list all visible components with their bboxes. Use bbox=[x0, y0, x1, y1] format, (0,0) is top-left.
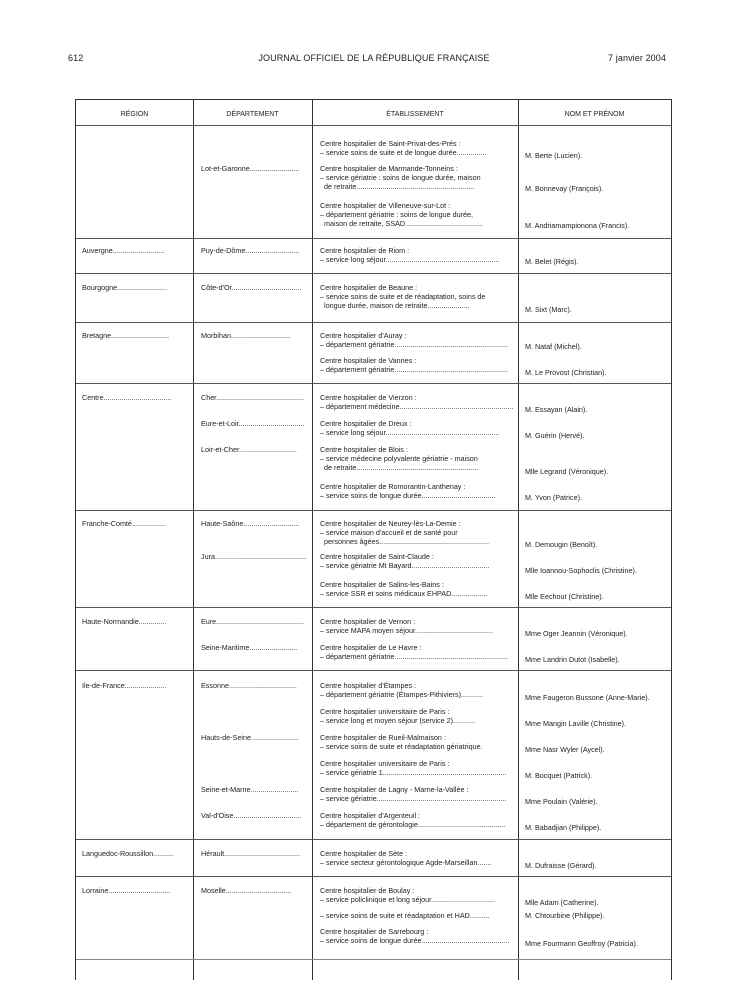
etab-salins: Centre hospitalier de Salins-les-Bains : – service SSR et soins médicaux EHPAD.................. bbox=[320, 580, 488, 598]
dept-loir-et-cher: Loir-et-Cher............................. bbox=[201, 445, 297, 454]
dept-seine-maritime: Seine-Maritime........................ bbox=[201, 643, 298, 652]
publication-date: 7 janvier 2004 bbox=[608, 53, 666, 63]
dept-seine-et-marne: Seine-et-Marne........................ bbox=[201, 785, 299, 794]
dept-haute-saone: Haute-Saône............................ bbox=[201, 519, 300, 528]
etab-rueil-malmaison: Centre hospitalier de Rueil-Malmaison : – service soins de suite et réadaptation gériatrique. bbox=[320, 733, 483, 751]
name-yvon: M. Yvon (Patrice). bbox=[525, 493, 582, 502]
region-bretagne: Bretagne............................. bbox=[82, 331, 170, 340]
etab-vannes: Centre hospitalier de Vannes : – département gériatrie......................................................... bbox=[320, 356, 509, 374]
region-franche-comte: Franche-Comté................. bbox=[82, 519, 166, 528]
etab-le-havre: Centre hospitalier de Le Havre : – département gériatrie......................................................... bbox=[320, 643, 509, 661]
row-divider bbox=[76, 607, 671, 608]
name-belet: M. Belet (Régis). bbox=[525, 257, 579, 266]
name-andriamampionona: M. Andriamampionona (Francis). bbox=[525, 221, 630, 230]
name-berte: M. Berte (Lucien). bbox=[525, 151, 583, 160]
etab-chu-paris-1: Centre hospitalier universitaire de Paris : – service long et moyen séjour (service 2)........... bbox=[320, 707, 475, 725]
etab-sete: Centre hospitalier de Sète : – service secteur gérontologique Agde-Marseillan....... bbox=[320, 849, 492, 867]
header-etablissement: ÉTABLISSEMENT bbox=[386, 111, 444, 118]
dept-eure-et-loir: Eure-et-Loir................................. bbox=[201, 419, 305, 428]
region-auvergne: Auvergne.......................... bbox=[82, 246, 165, 255]
name-fourmann-geoffroy: Mme Fourmann Geoffroy (Patricia). bbox=[525, 939, 638, 948]
name-bocquet: M. Bocquet (Patrick). bbox=[525, 771, 593, 780]
etab-auray: Centre hospitalier d'Auray : – département gériatrie......................................................... bbox=[320, 331, 509, 349]
row-divider bbox=[76, 876, 671, 877]
region-languedoc-roussillon: Languedoc-Roussillon.......... bbox=[82, 849, 174, 858]
dept-val-doise: Val-d'Oise.................................. bbox=[201, 811, 302, 820]
dept-cote-dor: Côte-d'Or................................... bbox=[201, 283, 302, 292]
row-divider bbox=[76, 383, 671, 384]
header-departement: DÉPARTEMENT bbox=[226, 111, 279, 118]
etab-villeneuve: Centre hospitalier de Villeneuve-sur-Lot : – département gériatrie : soins de longue durée, maison de retraite, SSAD....................................... bbox=[320, 201, 483, 228]
name-babadjian: M. Babadjian (Philippe). bbox=[525, 823, 602, 832]
dept-puy-de-dome: Puy-de-Dôme........................... bbox=[201, 246, 300, 255]
etab-saint-claude: Centre hospitalier de Saint-Claude : – service gériatrie Mt Bayard....................................... bbox=[320, 552, 490, 570]
name-faugeron-bussone: Mme Faugeron Bussone (Anne-Marie). bbox=[525, 693, 650, 702]
name-sixt: M. Sixt (Marc). bbox=[525, 305, 572, 314]
etab-neurey: Centre hospitalier de Neurey-lès-La-Demie : – service maison d'accueil et de santé pour personnes âgées....................................................... bbox=[320, 519, 489, 546]
etab-marmande: Centre hospitalier de Marmande-Tonneins : – service gériatrie : soins de longue durée, maison de retraite........................................................... bbox=[320, 164, 481, 191]
etab-riom: Centre hospitalier de Riom : – service long séjour......................................................... bbox=[320, 246, 500, 264]
name-ioannou: Mlle Ioannou-Sophoclis (Christine). bbox=[525, 566, 637, 575]
row-divider bbox=[76, 959, 671, 960]
header-divider bbox=[76, 125, 671, 126]
dept-hauts-de-seine: Hauts-de-Seine........................ bbox=[201, 733, 299, 742]
etab-romorantin: Centre hospitalier de Romorantin-Lanthenay : – service soins de longue durée..................................... bbox=[320, 482, 496, 500]
row-divider bbox=[76, 238, 671, 239]
etab-boulay: Centre hospitalier de Boulay : – service policlinique et long séjour................................ bbox=[320, 886, 495, 904]
name-oger-jeannin: Mme Oger Jeannin (Véronique). bbox=[525, 629, 628, 638]
name-mangin-laville: Mme Mangin Laville (Christine). bbox=[525, 719, 627, 728]
etab-saint-privat: Centre hospitalier de Saint-Privat-des-Prés : – service soins de suite et de longue durée............... bbox=[320, 139, 487, 157]
name-eechout: Mlle Eechout (Christine). bbox=[525, 592, 604, 601]
appointments-table bbox=[75, 99, 672, 980]
name-poulain: Mme Poulain (Valérie). bbox=[525, 797, 598, 806]
column-divider bbox=[193, 100, 194, 980]
name-dufraisse: M. Dufraisse (Gérard). bbox=[525, 861, 597, 870]
region-centre: Centre.................................. bbox=[82, 393, 172, 402]
header-nom: NOM ET PRÉNOM bbox=[564, 111, 625, 118]
dept-lot-et-garonne: Lot-et-Garonne......................... bbox=[201, 164, 300, 173]
etab-sarrebourg: Centre hospitalier de Sarrebourg : – service soins de longue durée............................................ bbox=[320, 927, 510, 945]
name-guerin: M. Guérin (Hervé). bbox=[525, 431, 585, 440]
name-bonnevay: M. Bonnevay (François). bbox=[525, 184, 604, 193]
row-divider bbox=[76, 273, 671, 274]
dept-morbihan: Morbihan.............................. bbox=[201, 331, 291, 340]
dept-cher: Cher............................................ bbox=[201, 393, 305, 402]
etab-vierzon: Centre hospitalier de Vierzon : – département médecine......................................................... bbox=[320, 393, 514, 411]
dept-jura: Jura.............................................. bbox=[201, 552, 307, 561]
row-divider bbox=[76, 322, 671, 323]
name-adam: Mlle Adam (Catherine). bbox=[525, 898, 599, 907]
etab-beaune: Centre hospitalier de Beaune : – service soins de suite et de réadaptation, soins de longue durée, maison de retraite..................... bbox=[320, 283, 486, 310]
column-divider bbox=[312, 100, 313, 980]
dept-herault: Hérault...................................... bbox=[201, 849, 301, 858]
name-nataf: M. Nataf (Michel). bbox=[525, 342, 582, 351]
region-ile-de-france: Ile-de-France..................... bbox=[82, 681, 167, 690]
journal-title: JOURNAL OFFICIEL DE LA RÉPUBLIQUE FRANÇAISE bbox=[258, 53, 490, 63]
etab-chu-paris-2: Centre hospitalier universitaire de Paris : – service gériatrie 1.............................................................. bbox=[320, 759, 507, 777]
name-chtourbine: M. Chtourbine (Philippe). bbox=[525, 911, 605, 920]
name-nasr-wyler: Mme Nasr Wyler (Aycel). bbox=[525, 745, 605, 754]
column-divider bbox=[518, 100, 519, 980]
row-divider bbox=[76, 510, 671, 511]
etab-blois: Centre hospitalier de Blois : – service médecine polyvalente gériatrie - maison de retraite............................................................. bbox=[320, 445, 479, 472]
etab-boulay-had: – service soins de suite et réadaptation et HAD.......... bbox=[320, 911, 490, 920]
header-region: RÉGION bbox=[120, 111, 149, 118]
name-legrand: Mlle Legrand (Véronique). bbox=[525, 467, 609, 476]
etab-etampes: Centre hospitalier d'Étampes : – département gériatrie (Étampes-Pithiviers)........... bbox=[320, 681, 483, 699]
dept-eure: Eure............................................ bbox=[201, 617, 305, 626]
dept-moselle: Moselle................................. bbox=[201, 886, 292, 895]
etab-argenteuil: Centre hospitalier d'Argenteuil : – département de gérontologie............................................ bbox=[320, 811, 506, 829]
etab-lagny: Centre hospitalier de Lagny - Marne-la-Vallée : – service gériatrie................................................................. bbox=[320, 785, 507, 803]
etab-vernon: Centre hospitalier de Vernon : – service MAPA moyen séjour....................................... bbox=[320, 617, 493, 635]
dept-essonne: Essonne.................................. bbox=[201, 681, 297, 690]
region-haute-normandie: Haute-Normandie.............. bbox=[82, 617, 167, 626]
name-essayan: M. Essayan (Alain). bbox=[525, 405, 588, 414]
etab-dreux: Centre hospitalier de Dreux : – service long séjour......................................................... bbox=[320, 419, 500, 437]
name-demougin: M. Demougin (Benoît). bbox=[525, 540, 598, 549]
row-divider bbox=[76, 670, 671, 671]
region-bourgogne: Bourgogne......................... bbox=[82, 283, 168, 292]
region-lorraine: Lorraine............................... bbox=[82, 886, 171, 895]
name-le-provost: M. Le Provost (Christian). bbox=[525, 368, 607, 377]
row-divider bbox=[76, 839, 671, 840]
name-landrin-dutot: Mme Landrin Dutot (Isabelle). bbox=[525, 655, 620, 664]
page-number: 612 bbox=[68, 53, 84, 63]
